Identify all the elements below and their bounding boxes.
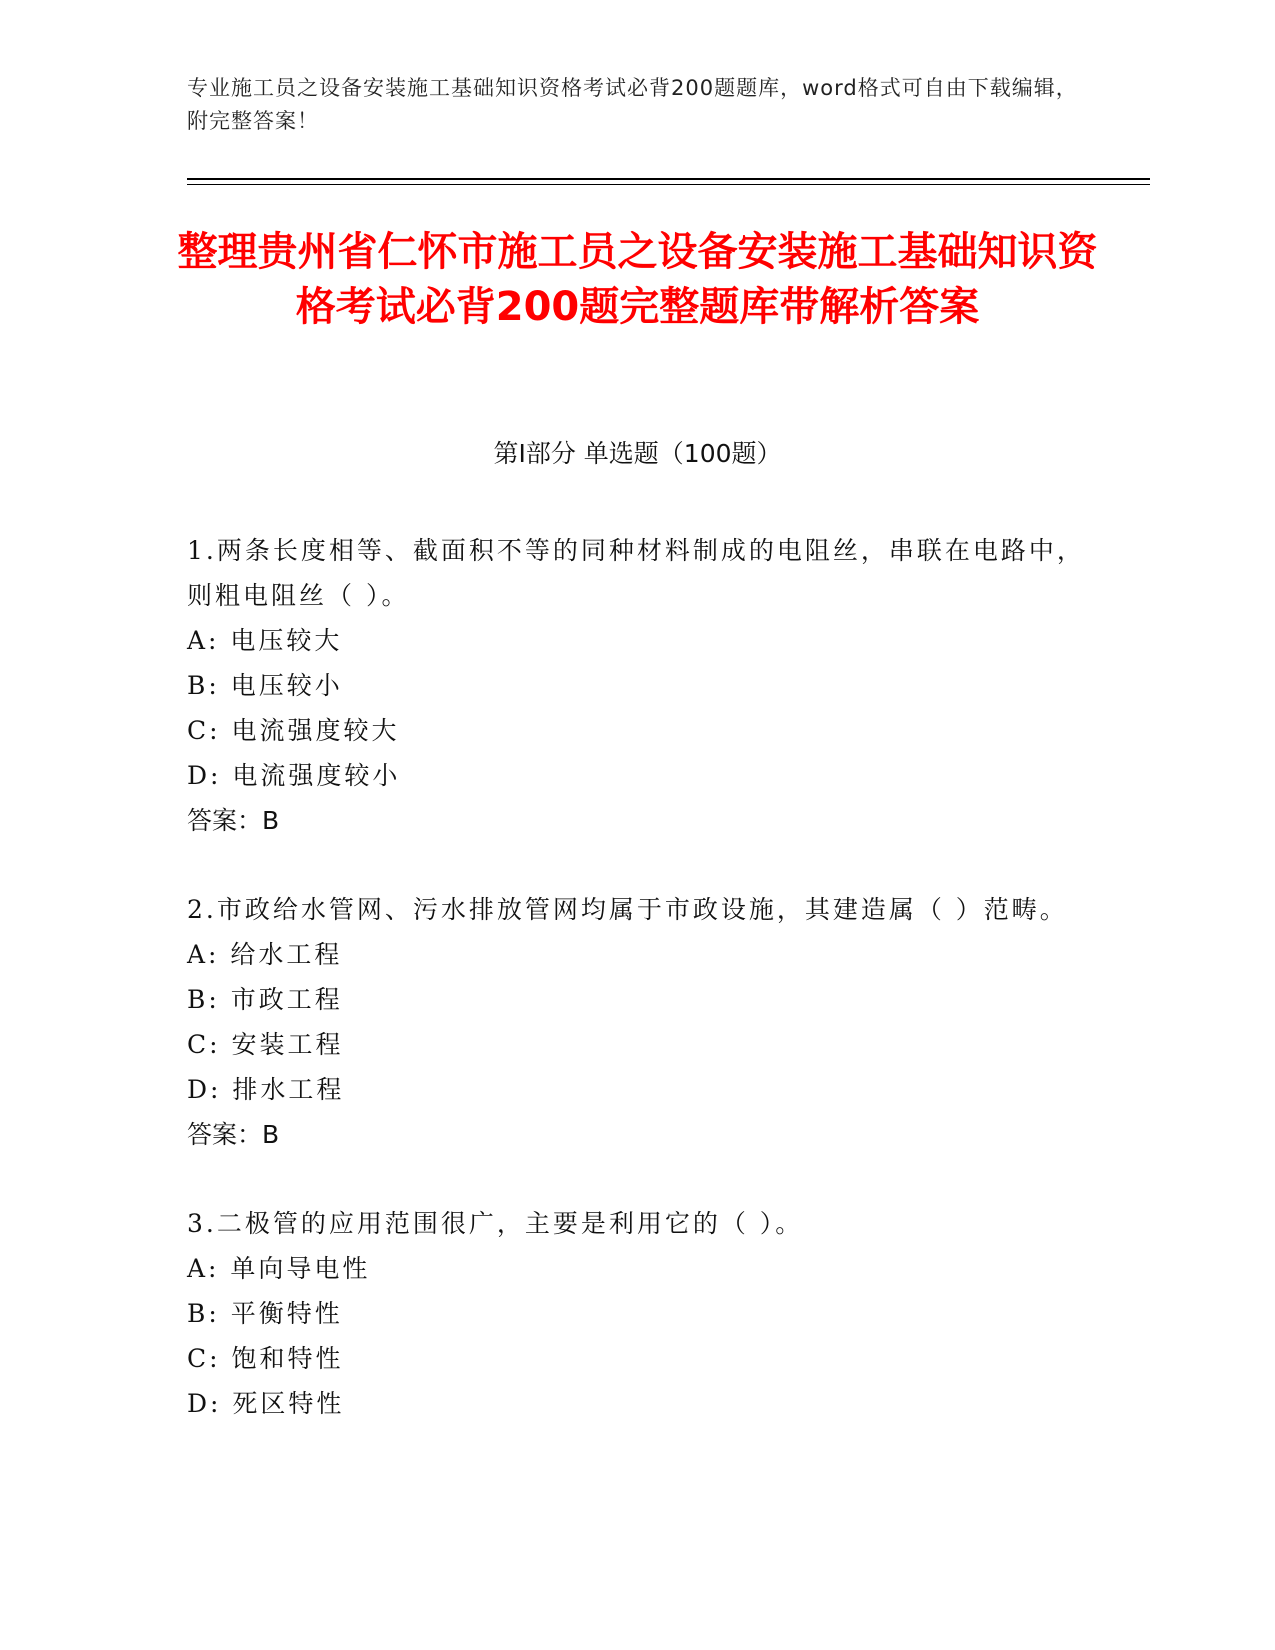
- question-stem: 1.两条长度相等、截面积不等的同种材料制成的电阻丝，串联在电路中，则粗电阻丝（ ）。: [187, 536, 1085, 610]
- option-a: A: 给水工程: [187, 940, 343, 969]
- option-b: B: 平衡特性: [187, 1299, 343, 1328]
- option-b: B: 市政工程: [187, 985, 343, 1014]
- question-1: [187, 528, 1087, 843]
- header-rule-thick: [187, 178, 1150, 180]
- answer: 答案：B: [187, 1120, 280, 1149]
- question-list: [187, 528, 1087, 1470]
- option-d: D: 排水工程: [187, 1075, 345, 1104]
- option-c: C: 饱和特性: [187, 1344, 344, 1373]
- answer: 答案：B: [187, 806, 280, 835]
- option-d: D: 死区特性: [187, 1389, 345, 1418]
- header-note: 专业施工员之设备安装施工基础知识资格考试必背200题题库，word格式可自由下载编辑，附完整答案！: [187, 76, 1078, 133]
- question-2: [187, 887, 1087, 1157]
- option-c: C: 电流强度较大: [187, 716, 400, 745]
- option-a: A: 单向导电性: [187, 1254, 371, 1283]
- question-3: [187, 1201, 1087, 1426]
- option-b: B: 电压较小: [187, 671, 343, 700]
- header-rule-thin: [187, 184, 1150, 185]
- option-d: D: 电流强度较小: [187, 761, 401, 790]
- section-title: 第I部分 单选题（100题）: [493, 439, 782, 468]
- question-stem: 3.二极管的应用范围很广，主要是利用它的（ ）。: [187, 1209, 804, 1238]
- option-a: A: 电压较大: [187, 626, 343, 655]
- document-title: 整理贵州省仁怀市施工员之设备安装施工基础知识资格考试必背200题完整题库带解析答案: [177, 229, 1098, 330]
- question-stem: 2.市政给水管网、污水排放管网均属于市政设施，其建造属（ ）范畴。: [187, 895, 1068, 924]
- option-c: C: 安装工程: [187, 1030, 344, 1059]
